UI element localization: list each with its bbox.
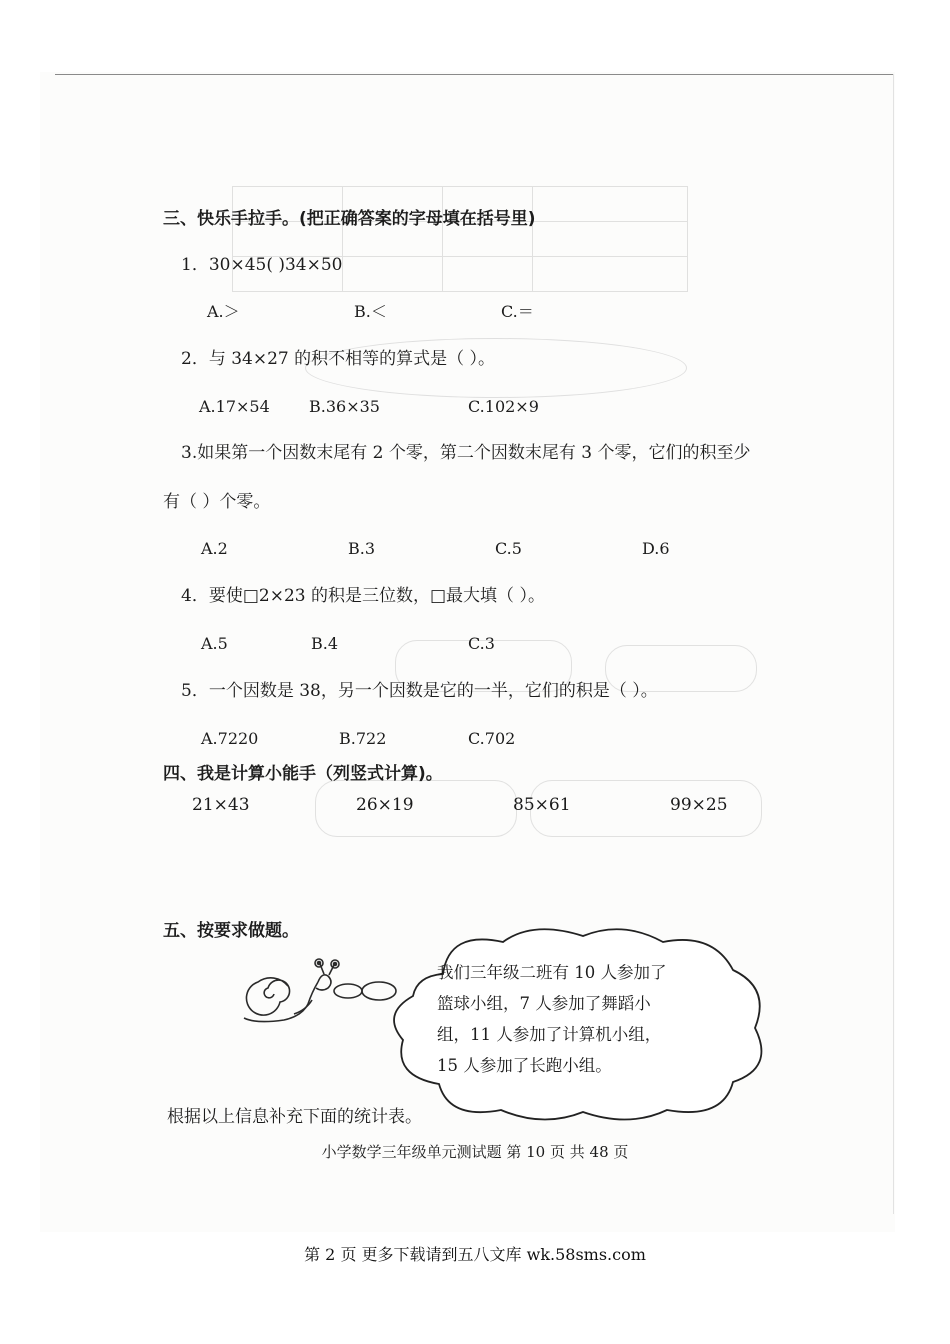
speech-line: 组，11 人参加了计算机小组， <box>437 1025 662 1044</box>
speech-line: 篮球小组，7 人参加了舞蹈小 <box>437 994 651 1013</box>
question-1-option-a: A.＞ <box>207 302 240 321</box>
bleed-through-box <box>315 780 517 837</box>
question-1-option-b: B.＜ <box>354 302 387 321</box>
question-2-stem: 2．与 34×27 的积不相等的算式是（ ）。 <box>181 349 496 369</box>
question-3-option-a: A.2 <box>201 539 228 558</box>
question-4-option-b: B.4 <box>311 634 339 653</box>
question-4-option-a: A.5 <box>201 634 228 653</box>
question-4-stem: 4．要使□2×23 的积是三位数，□最大填（ ）。 <box>181 586 545 606</box>
speech-line: 我们三年级二班有 10 人参加了 <box>437 963 667 982</box>
bleed-through-table <box>232 186 687 292</box>
section-5-heading: 五、按要求做题。 <box>163 921 299 941</box>
question-2-option-c: C.102×9 <box>468 397 539 416</box>
question-2-option-a: A.17×54 <box>199 397 270 416</box>
question-4-option-c: C.3 <box>468 634 495 653</box>
calculation-problem: 85×61 <box>513 795 571 815</box>
calculation-problem: 26×19 <box>356 795 414 815</box>
calculation-problem: 99×25 <box>670 795 728 815</box>
section-3-heading: 三、快乐手拉手。(把正确答案的字母填在括号里) <box>163 209 536 229</box>
calculation-problem: 21×43 <box>192 795 250 815</box>
question-2-option-b: B.36×35 <box>309 397 380 416</box>
question-5-option-b: B.722 <box>339 729 387 748</box>
question-1-option-c: C.＝ <box>501 302 534 321</box>
question-3-option-b: B.3 <box>348 539 376 558</box>
section-4-heading: 四、我是计算小能手（列竖式计算)。 <box>163 764 443 784</box>
question-5-stem: 5．一个因数是 38，另一个因数是它的一半，它们的积是（ ）。 <box>181 681 658 701</box>
top-rule <box>55 74 893 75</box>
question-5-option-c: C.702 <box>468 729 516 748</box>
speech-cloud-text <box>437 957 737 1081</box>
question-1-stem: 1．30×45( )34×50 <box>181 255 343 275</box>
question-3-stem-line2: 有（ ）个零。 <box>163 492 271 512</box>
page-footer: 小学数学三年级单元测试题 第 10 页 共 48 页 <box>321 1143 629 1161</box>
question-3-stem-line1: 3.如果第一个因数末尾有 2 个零，第二个因数末尾有 3 个零，它们的积至少 <box>181 443 751 463</box>
question-5-option-a: A.7220 <box>201 729 259 748</box>
speech-line: 15 人参加了长跑小组。 <box>437 1056 612 1075</box>
download-note: 第 2 页 更多下载请到五八文库 wk.58sms.com <box>304 1245 646 1264</box>
table-instruction: 根据以上信息补充下面的统计表。 <box>167 1107 422 1127</box>
question-3-option-c: C.5 <box>495 539 522 558</box>
right-edge-rule <box>893 74 894 1214</box>
question-3-option-d: D.6 <box>642 539 670 558</box>
